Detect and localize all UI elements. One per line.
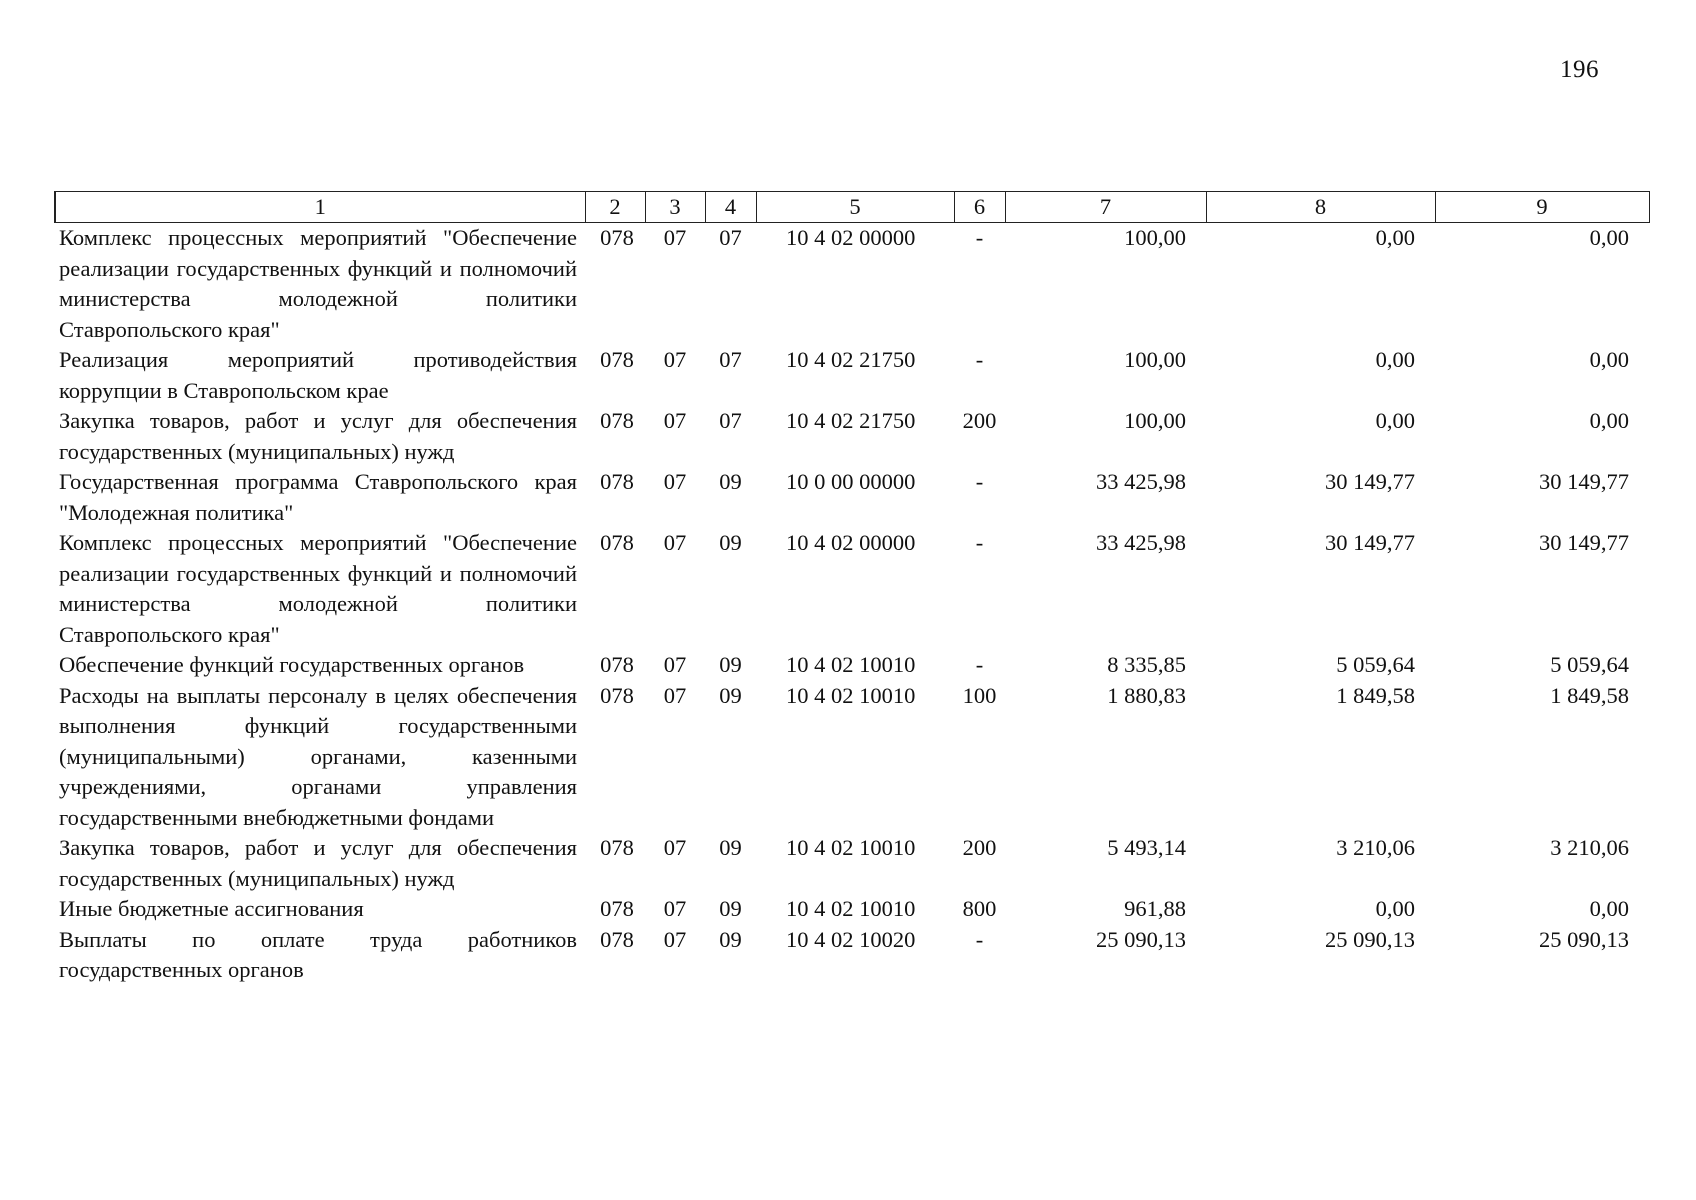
row-name: Иные бюджетные ассигнования <box>59 896 364 921</box>
target-article-code: 10 0 00 00000 <box>786 469 916 494</box>
section-code: 07 <box>663 408 687 433</box>
amount-year1: 33 425,98 <box>1096 469 1186 494</box>
amount-year3: 0,00 <box>1589 408 1629 433</box>
column-number: 1 <box>55 192 585 223</box>
amount-year3: 0,00 <box>1589 896 1629 921</box>
target-article-code: 10 4 02 10010 <box>786 835 916 860</box>
target-article-code: 10 4 02 21750 <box>786 347 916 372</box>
row-name: Государственная программа Ставропольского края "Молодежная политика" <box>59 469 577 525</box>
expense-type-code: 100 <box>962 682 997 708</box>
expense-type-code: 200 <box>962 835 997 860</box>
expense-type-code: - <box>975 926 984 952</box>
column-number: 6 <box>954 192 1005 223</box>
amount-year3: 25 090,13 <box>1539 926 1629 952</box>
target-article-code: 10 4 02 00000 <box>786 530 916 555</box>
expense-type-code: - <box>975 469 984 494</box>
subsection-code: 09 <box>719 835 742 860</box>
amount-year2: 30 149,77 <box>1325 469 1415 494</box>
amount-year2: 0,00 <box>1375 408 1415 433</box>
amount-year3: 30 149,77 <box>1539 469 1629 494</box>
column-number: 4 <box>705 192 756 223</box>
ministry-code: 078 <box>600 530 634 555</box>
row-name: Комплекс процессных мероприятий "Обеспечение реализации государственных функций и полномочий министерства молодежной политики Ставропольского края" <box>59 530 577 647</box>
ministry-code: 078 <box>600 408 634 433</box>
column-number: 9 <box>1435 192 1649 223</box>
amount-year1: 33 425,98 <box>1096 530 1186 555</box>
subsection-code: 09 <box>719 896 742 921</box>
amount-year1: 961,88 <box>1124 896 1186 921</box>
amount-year1: 8 335,85 <box>1107 652 1186 677</box>
amount-year2: 5 059,64 <box>1336 652 1415 677</box>
row-name: Закупка товаров, работ и услуг для обеспечения государственных (муниципальных) нужд <box>59 835 577 891</box>
target-article-code: 10 4 02 00000 <box>786 225 916 250</box>
ministry-code: 078 <box>600 652 634 677</box>
amount-year2: 0,00 <box>1375 896 1415 921</box>
section-code: 07 <box>663 835 687 860</box>
amount-year1: 1 880,83 <box>1107 682 1186 708</box>
section-code: 07 <box>663 530 687 555</box>
amount-year2: 0,00 <box>1375 225 1415 250</box>
amount-year3: 0,00 <box>1589 347 1629 372</box>
subsection-code: 09 <box>719 926 742 952</box>
amount-year3: 5 059,64 <box>1550 652 1629 677</box>
amount-year1: 100,00 <box>1124 408 1186 433</box>
amount-year1: 100,00 <box>1124 347 1186 372</box>
subsection-code: 07 <box>719 225 742 250</box>
table-header <box>55 192 1649 223</box>
amount-year2: 30 149,77 <box>1325 530 1415 555</box>
target-article-code: 10 4 02 10010 <box>786 652 916 677</box>
amount-year1: 5 493,14 <box>1107 835 1186 860</box>
column-number-row <box>55 192 1649 223</box>
section-code: 07 <box>663 469 687 494</box>
table-row <box>55 467 1649 528</box>
section-code: 07 <box>663 926 687 952</box>
column-number: 8 <box>1206 192 1435 223</box>
ministry-code: 078 <box>600 835 634 860</box>
amount-year3: 0,00 <box>1589 225 1629 250</box>
table-row <box>55 223 1649 346</box>
subsection-code: 09 <box>719 530 742 555</box>
expense-type-code: - <box>975 652 984 677</box>
subsection-code: 09 <box>719 682 742 708</box>
table-row <box>55 528 1649 650</box>
subsection-code: 07 <box>719 347 742 372</box>
amount-year1: 25 090,13 <box>1096 926 1186 952</box>
expense-type-code: - <box>975 347 984 372</box>
target-article-code: 10 4 02 10010 <box>786 682 916 708</box>
ministry-code: 078 <box>600 225 634 250</box>
target-article-code: 10 4 02 10010 <box>786 896 916 921</box>
expense-type-code: 200 <box>962 408 997 433</box>
amount-year1: 100,00 <box>1124 225 1186 250</box>
ministry-code: 078 <box>600 469 634 494</box>
section-code: 07 <box>663 896 687 921</box>
table-row <box>55 345 1649 406</box>
row-name: Выплаты по оплате труда работников государственных органов <box>59 926 577 982</box>
budget-table <box>54 191 1650 986</box>
table-body <box>55 223 1649 986</box>
amount-year2: 3 210,06 <box>1336 835 1415 860</box>
subsection-code: 09 <box>719 652 742 677</box>
column-number: 2 <box>585 192 645 223</box>
ministry-code: 078 <box>600 347 634 372</box>
row-name: Обеспечение функций государственных органов <box>59 652 525 677</box>
page-number: 196 <box>1560 56 1599 83</box>
section-code: 07 <box>663 225 687 250</box>
subsection-code: 07 <box>719 408 742 433</box>
row-name: Расходы на выплаты персоналу в целях обеспечения выполнения функций государственными (муниципальными) органами, казенными учреждениями, органами управления государственными внебюджетными фондами <box>59 682 577 830</box>
row-name: Закупка товаров, работ и услуг для обеспечения государственных (муниципальных) нужд <box>59 408 577 464</box>
expense-type-code: - <box>975 530 984 555</box>
amount-year3: 1 849,58 <box>1550 682 1629 708</box>
table-row <box>55 833 1649 894</box>
amount-year3: 30 149,77 <box>1539 530 1629 555</box>
ministry-code: 078 <box>600 682 634 708</box>
table-row <box>55 894 1649 925</box>
amount-year2: 0,00 <box>1375 347 1415 372</box>
table-row <box>55 925 1649 986</box>
amount-year2: 25 090,13 <box>1325 926 1415 952</box>
target-article-code: 10 4 02 10020 <box>786 926 916 952</box>
column-number: 3 <box>645 192 705 223</box>
column-number: 5 <box>756 192 954 223</box>
expense-type-code: 800 <box>962 896 997 921</box>
expense-type-code: - <box>975 225 984 250</box>
amount-year3: 3 210,06 <box>1550 835 1629 860</box>
row-name: Реализация мероприятий противодействия коррупции в Ставропольском крае <box>59 347 577 403</box>
section-code: 07 <box>663 652 687 677</box>
ministry-code: 078 <box>600 926 634 952</box>
section-code: 07 <box>663 347 687 372</box>
amount-year2: 1 849,58 <box>1336 682 1415 708</box>
target-article-code: 10 4 02 21750 <box>786 408 916 433</box>
table-row <box>55 650 1649 681</box>
row-name: Комплекс процессных мероприятий "Обеспечение реализации государственных функций и полномочий министерства молодежной политики Ставропольского края" <box>59 225 577 342</box>
column-number: 7 <box>1005 192 1206 223</box>
subsection-code: 09 <box>719 469 742 494</box>
section-code: 07 <box>663 682 687 708</box>
table-row <box>55 681 1649 834</box>
table-row <box>55 406 1649 467</box>
ministry-code: 078 <box>600 896 634 921</box>
